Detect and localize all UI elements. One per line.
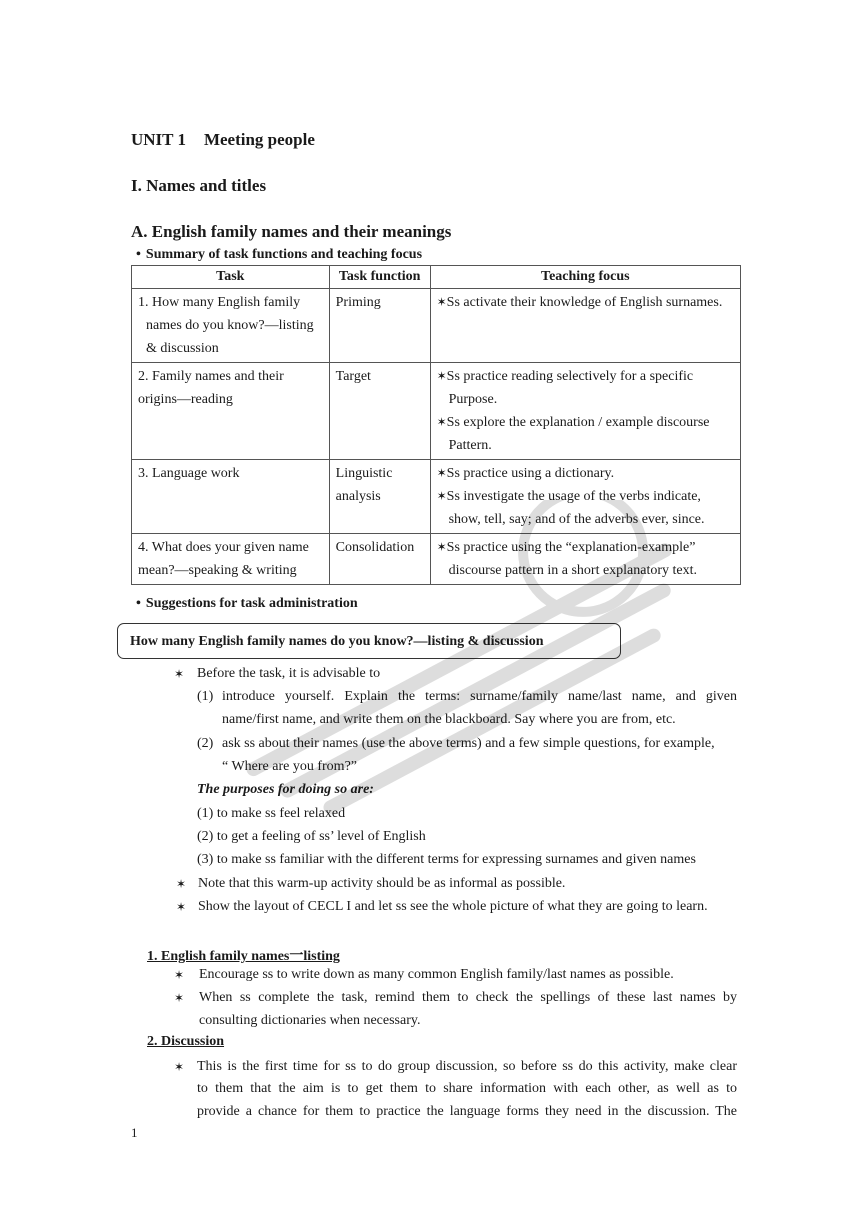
task-summary-table [131, 265, 741, 585]
star-bullet: ✶ [436, 295, 447, 309]
item1-text: introduce yourself. Explain the terms: surname/family name/last name, and given [222, 689, 737, 704]
item2-text-cont: “ Where are you from?” [222, 759, 357, 774]
suggestions-title: Suggestions for task administration [145, 596, 358, 611]
purpose-item: (2) to get a feeling of ss’ level of English [197, 829, 426, 844]
task-cell [132, 289, 330, 363]
part1-bullet2: When ss complete the task, remind them to check the spellings of these last names by [199, 990, 737, 1005]
task-cell [132, 363, 330, 460]
focus-item [437, 291, 734, 314]
star-bullet: ✶ [176, 900, 187, 914]
function-cell [329, 363, 430, 460]
focus-cell [430, 289, 740, 363]
star-bullet: ✶ [436, 415, 447, 429]
part1-heading: 1. English family names一listing [147, 949, 340, 964]
focus-item [437, 536, 734, 582]
cell-line: names do you know?—listing [146, 318, 314, 333]
focus-text: Ss investigate the usage of the verbs indicate, show, tell, say; and of the adverbs ever, since. [446, 489, 705, 527]
function-cell [329, 460, 430, 534]
purpose-item: (1) to make ss feel relaxed [197, 806, 346, 821]
bullet-mark: • [136, 596, 141, 611]
table-row [132, 289, 741, 363]
star-bullet: ✶ [436, 540, 447, 554]
focus-item [437, 462, 734, 485]
before-task-text: Before the task, it is advisable to [197, 666, 381, 681]
table-row [132, 534, 741, 585]
cell-line: & discussion [146, 341, 219, 356]
purpose-item: (3) to make ss familiar with the different terms for expressing surnames and given names [197, 852, 696, 867]
cell-line: 4. What does your given name [138, 540, 309, 555]
focus-item [437, 411, 734, 457]
purposes-heading: The purposes for doing so are: [197, 782, 374, 797]
suggestions-heading [136, 596, 358, 612]
page-number: 1 [131, 1125, 138, 1140]
bullet-mark: • [136, 247, 141, 262]
star-bullet: ✶ [174, 1060, 185, 1074]
task-box-title: How many English family names do you know?—listing & discussion [130, 634, 544, 649]
cell-line: 3. Language work [138, 466, 240, 481]
star-bullet: ✶ [174, 991, 185, 1005]
cell-line: 1. How many English family [138, 295, 301, 310]
cell-line: Priming [335, 295, 381, 310]
focus-text: Ss practice using the “explanation-example” discourse pattern in a short explanatory text. [446, 540, 698, 578]
column-header: Teaching focus [430, 266, 740, 289]
summary-title: Summary of task functions and teaching focus [145, 247, 423, 262]
cell-line: 2. Family names and their [138, 369, 284, 384]
part1-bullet1: Encourage ss to write down as many common English family/last names as possible. [199, 967, 674, 982]
star-bullet: ✶ [176, 877, 187, 891]
focus-text: Ss practice reading selectively for a specific Purpose. [446, 369, 694, 407]
task-cell [132, 534, 330, 585]
section-heading: I. Names and titles [131, 176, 267, 195]
focus-text: Ss practice using a dictionary. [446, 466, 615, 481]
task-cell [132, 460, 330, 534]
unit-heading [131, 130, 315, 150]
cell-line: mean?—speaking & writing [138, 563, 297, 578]
part2-line: This is the first time for ss to do group discussion, so before ss do this activity, make clear [197, 1059, 737, 1074]
cell-line: origins—reading [138, 392, 233, 407]
show-layout-text: Show the layout of CECL I and let ss see the whole picture of what they are going to learn. [198, 899, 708, 914]
focus-item [437, 485, 734, 531]
function-cell [329, 534, 430, 585]
table-header-row [132, 266, 741, 289]
cell-line: Linguistic [335, 466, 393, 481]
column-header: Task function [329, 266, 430, 289]
star-bullet: ✶ [436, 466, 447, 480]
focus-item [437, 365, 734, 411]
star-bullet: ✶ [174, 667, 185, 681]
cell-line: analysis [335, 489, 381, 504]
column-header: Task [132, 266, 330, 289]
item-number: (1) [197, 689, 214, 704]
table-row [132, 363, 741, 460]
star-bullet: ✶ [436, 369, 447, 383]
item2-text: ask ss about their names (use the above terms) and a few simple questions, for example, [222, 736, 715, 751]
item-number: (2) [197, 736, 214, 751]
task-box-heading [117, 623, 621, 659]
part2-heading: 2. Discussion [147, 1034, 225, 1049]
focus-cell [430, 363, 740, 460]
summary-heading [136, 247, 422, 263]
unit-title: Meeting people [203, 130, 315, 149]
focus-cell [430, 460, 740, 534]
table-row [132, 460, 741, 534]
function-cell [329, 289, 430, 363]
subsection-heading: A. English family names and their meanings [131, 222, 452, 241]
note-text: Note that this warm-up activity should be as informal as possible. [198, 876, 566, 891]
star-bullet: ✶ [436, 489, 447, 503]
cell-line: Target [335, 369, 371, 384]
focus-text: Ss explore the explanation / example discourse Pattern. [446, 415, 710, 453]
star-bullet: ✶ [174, 968, 185, 982]
unit-label: UNIT 1 [131, 130, 186, 149]
focus-cell [430, 534, 740, 585]
part1-bullet2-cont: consulting dictionaries when necessary. [199, 1013, 421, 1028]
focus-text: Ss activate their knowledge of English surnames. [446, 295, 723, 310]
part2-line: to them that the aim is to get them to share information with each other, as well as to [197, 1081, 737, 1096]
item1-text-cont: name/first name, and write them on the blackboard. Say where you are from, etc. [222, 712, 676, 727]
part2-line: provide a chance for them to practice the language forms they need in the discussion. The [197, 1104, 737, 1119]
cell-line: Consolidation [335, 540, 415, 555]
